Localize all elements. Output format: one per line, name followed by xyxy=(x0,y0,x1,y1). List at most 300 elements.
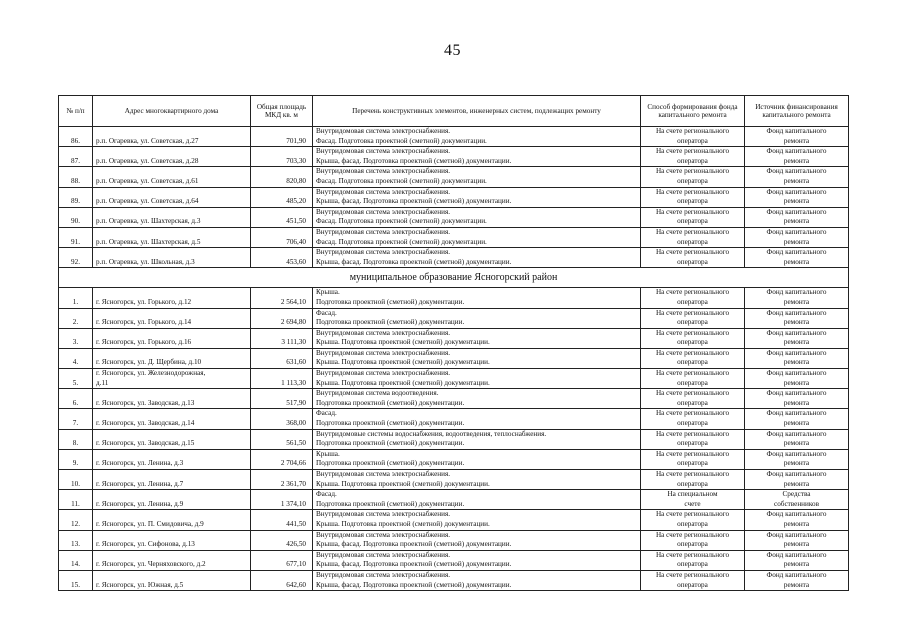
cell-line: оператора xyxy=(677,419,708,428)
cell-line: ремонта xyxy=(783,419,810,428)
cell-line: На счете регионального xyxy=(655,470,730,478)
row-works xyxy=(313,127,641,147)
row-works xyxy=(313,348,641,368)
row-works xyxy=(313,227,641,247)
cell-line: Фонд капитального xyxy=(766,127,827,135)
row-area: 368,00 xyxy=(251,409,313,429)
row-works xyxy=(313,147,641,167)
row-fund-method xyxy=(641,187,745,207)
row-fund-method xyxy=(641,308,745,328)
row-funding-source xyxy=(745,167,849,187)
row-address: р.п. Огаревка, ул. Шахтерская, д.5 xyxy=(93,227,251,247)
table-row xyxy=(59,348,849,368)
cell-line: счете xyxy=(684,499,701,508)
row-area: 631,60 xyxy=(251,348,313,368)
row-number: 6. xyxy=(59,389,93,409)
cell-line: Фонд капитального xyxy=(766,328,827,337)
row-fund-method xyxy=(641,147,745,167)
cell-line: ремонта xyxy=(783,197,810,206)
cell-line: Фасад. Подготовка проектной (сметной) документации. xyxy=(316,237,487,246)
row-works xyxy=(313,167,641,187)
cell-line: Внутридомовая система электроснабжения. xyxy=(316,227,451,236)
row-fund-method xyxy=(641,530,745,550)
row-area: 1 374,10 xyxy=(251,490,313,510)
row-address: г. Ясногорск, ул. Ленина, д.7 xyxy=(93,470,251,490)
table-row xyxy=(59,147,849,167)
row-number: 4. xyxy=(59,348,93,368)
cell-line: Подготовка проектной (сметной) документации. xyxy=(316,419,465,428)
cell-line: Крыша. Подготовка проектной (сметной) документации. xyxy=(316,378,490,387)
cell-line: ремонта xyxy=(783,439,810,448)
header-source: Источник финансирования капитального ремонта xyxy=(745,96,849,127)
row-funding-source xyxy=(745,550,849,570)
cell-line: Внутридомовая система электроснабжения. xyxy=(316,470,451,478)
cell-line: Фонд капитального xyxy=(766,550,827,559)
row-works xyxy=(313,248,641,268)
row-address: г. Ясногорск, ул. Горького, д.16 xyxy=(93,328,251,348)
cell-line: оператора xyxy=(677,519,708,528)
cell-line: Внутридомовая система электроснабжения. xyxy=(316,570,451,579)
cell-line: оператора xyxy=(677,358,708,367)
row-works xyxy=(313,429,641,449)
row-area: 2 564,10 xyxy=(251,288,313,308)
cell-line: Подготовка проектной (сметной) документации. xyxy=(316,439,465,448)
cell-line: оператора xyxy=(677,439,708,448)
table-row xyxy=(59,308,849,328)
row-works xyxy=(313,530,641,550)
row-area: 2 704,66 xyxy=(251,449,313,469)
row-works xyxy=(313,389,641,409)
row-number: 2. xyxy=(59,308,93,328)
cell-line: Фонд капитального xyxy=(766,389,827,398)
row-funding-source xyxy=(745,369,849,389)
cell-line: Внутридомовая система электроснабжения. xyxy=(316,207,451,216)
row-funding-source xyxy=(745,570,849,590)
cell-line: ремонта xyxy=(783,459,810,468)
row-funding-source xyxy=(745,348,849,368)
cell-line: оператора xyxy=(677,479,708,488)
cell-line: Подготовка проектной (сметной) документации. xyxy=(316,459,465,468)
cell-line: Крыша, фасад. Подготовка проектной (сметной) документации. xyxy=(316,197,512,206)
row-area: 561,50 xyxy=(251,429,313,449)
cell-line: Фонд капитального xyxy=(766,348,827,357)
row-address: г. Ясногорск, ул. Ленина, д.3 xyxy=(93,449,251,469)
cell-line: Фонд капитального xyxy=(766,470,827,478)
cell-line: На счете регионального xyxy=(655,510,730,519)
row-funding-source xyxy=(745,308,849,328)
row-fund-method xyxy=(641,449,745,469)
cell-line: оператора xyxy=(677,338,708,347)
row-works xyxy=(313,570,641,590)
row-area: 1 113,30 xyxy=(251,369,313,389)
row-address: г. Ясногорск, ул. Заводская, д.15 xyxy=(93,429,251,449)
row-fund-method xyxy=(641,328,745,348)
row-fund-method xyxy=(641,167,745,187)
row-address: г. Ясногорск, ул. Южная, д.5 xyxy=(93,570,251,590)
cell-line: оператора xyxy=(677,197,708,206)
row-fund-method xyxy=(641,227,745,247)
cell-line: оператора xyxy=(677,217,708,226)
table-row xyxy=(59,227,849,247)
row-funding-source xyxy=(745,389,849,409)
table-row xyxy=(59,449,849,469)
cell-line: Фонд капитального xyxy=(766,449,827,458)
cell-line: На счете регионального xyxy=(655,127,730,135)
table-row xyxy=(59,470,849,490)
cell-line: ремонта xyxy=(783,378,810,387)
table-row xyxy=(59,510,849,530)
row-address: р.п. Огаревка, ул. Советская, д.61 xyxy=(93,167,251,187)
row-number: 15. xyxy=(59,570,93,590)
cell-line: На счете регионального xyxy=(655,227,730,236)
row-number: 8. xyxy=(59,429,93,449)
table-row xyxy=(59,167,849,187)
table-row xyxy=(59,409,849,429)
cell-line: На счете регионального xyxy=(655,409,730,418)
row-number: 1. xyxy=(59,288,93,308)
cell-line: На счете регионального xyxy=(655,429,730,438)
cell-line: ремонта xyxy=(783,560,810,569)
cell-line: Крыша, фасад. Подготовка проектной (сметной) документации. xyxy=(316,156,512,165)
row-address: р.п. Огаревка, ул. Советская, д.28 xyxy=(93,147,251,167)
row-area: 706,40 xyxy=(251,227,313,247)
cell-line: Фасад. xyxy=(316,308,337,317)
row-funding-source xyxy=(745,328,849,348)
row-works xyxy=(313,308,641,328)
row-number: 14. xyxy=(59,550,93,570)
cell-line: оператора xyxy=(677,540,708,549)
cell-line: оператора xyxy=(677,156,708,165)
cell-line: ремонта xyxy=(783,580,810,589)
cell-line: На счете регионального xyxy=(655,308,730,317)
cell-line: Фасад. Подготовка проектной (сметной) документации. xyxy=(316,217,487,226)
row-fund-method xyxy=(641,207,745,227)
repair-registry-table xyxy=(58,95,849,591)
row-fund-method xyxy=(641,510,745,530)
header-num: № п/п xyxy=(59,96,93,127)
cell-line: Фонд капитального xyxy=(766,248,827,257)
row-area: 2 361,70 xyxy=(251,470,313,490)
row-funding-source xyxy=(745,470,849,490)
cell-line: ремонта xyxy=(783,358,810,367)
row-works xyxy=(313,328,641,348)
cell-line: Крыша. xyxy=(316,288,340,297)
cell-line: На счете регионального xyxy=(655,348,730,357)
cell-line: На счете регионального xyxy=(655,449,730,458)
cell-line: На счете регионального xyxy=(655,328,730,337)
row-address: р.п. Огаревка, ул. Шахтерская, д.3 xyxy=(93,207,251,227)
row-address: г. Ясногорск, ул. Ленина, д.9 xyxy=(93,490,251,510)
row-address: г. Ясногорск, ул. П. Смидовича, д.9 xyxy=(93,510,251,530)
cell-line: Фонд капитального xyxy=(766,288,827,297)
cell-line: ремонта xyxy=(783,540,810,549)
page-number: 45 xyxy=(444,42,461,59)
row-number: 88. xyxy=(59,167,93,187)
cell-line: Внутридомовая система электроснабжения. xyxy=(316,369,451,378)
cell-line: оператора xyxy=(677,136,708,145)
row-fund-method xyxy=(641,470,745,490)
table-row xyxy=(59,570,849,590)
table-row xyxy=(59,530,849,550)
cell-line: Подготовка проектной (сметной) документации. xyxy=(316,398,465,407)
header-method: Способ формирования фонда капитального ремонта xyxy=(641,96,745,127)
header-area: Общая площадь МКД кв. м xyxy=(251,96,313,127)
cell-line: ремонта xyxy=(783,237,810,246)
row-area: 517,90 xyxy=(251,389,313,409)
row-area: 2 694,80 xyxy=(251,308,313,328)
cell-line: собственников xyxy=(774,499,819,508)
cell-line: Внутридомовая система водоотведения. xyxy=(316,389,439,398)
row-area: 485,20 xyxy=(251,187,313,207)
cell-line: ремонта xyxy=(783,136,810,145)
cell-line: Внутридомовая система электроснабжения. xyxy=(316,127,451,135)
cell-line: ремонта xyxy=(783,479,810,488)
cell-line: Подготовка проектной (сметной) документации. xyxy=(316,318,465,327)
cell-line: ремонта xyxy=(783,217,810,226)
section-row xyxy=(59,268,849,288)
row-fund-method xyxy=(641,288,745,308)
table-row xyxy=(59,127,849,147)
row-fund-method xyxy=(641,127,745,147)
cell-line: оператора xyxy=(677,237,708,246)
cell-line: Фонд капитального xyxy=(766,147,827,156)
cell-line: На счете регионального xyxy=(655,187,730,196)
cell-line: оператора xyxy=(677,580,708,589)
row-funding-source xyxy=(745,127,849,147)
row-fund-method xyxy=(641,570,745,590)
row-funding-source xyxy=(745,288,849,308)
cell-line: Крыша. Подготовка проектной (сметной) документации. xyxy=(316,358,490,367)
cell-line: ремонта xyxy=(783,176,810,185)
cell-line: Фонд капитального xyxy=(766,227,827,236)
header-address: Адрес многоквартирного дома xyxy=(93,96,251,127)
cell-line: Фасад. xyxy=(316,490,337,499)
cell-line: Фонд капитального xyxy=(766,409,827,418)
row-funding-source xyxy=(745,530,849,550)
row-area: 677,10 xyxy=(251,550,313,570)
row-number: 89. xyxy=(59,187,93,207)
row-number: 86. xyxy=(59,127,93,147)
row-address: г. Ясногорск, ул. Заводская, д.14 xyxy=(93,409,251,429)
cell-line: Фонд капитального xyxy=(766,429,827,438)
cell-line: оператора xyxy=(677,257,708,266)
row-works xyxy=(313,449,641,469)
row-number: 11. xyxy=(59,490,93,510)
row-funding-source xyxy=(745,429,849,449)
header-works: Перечень конструктивных элементов, инженерных систем, подлежащих ремонту xyxy=(313,96,641,127)
table-row xyxy=(59,369,849,389)
cell-line: Подготовка проектной (сметной) документации. xyxy=(316,499,465,508)
row-area: 426,50 xyxy=(251,530,313,550)
cell-line: Внутридомовая система электроснабжения. xyxy=(316,530,451,539)
cell-line: Крыша. Подготовка проектной (сметной) документации. xyxy=(316,479,490,488)
row-number: 90. xyxy=(59,207,93,227)
row-area: 642,60 xyxy=(251,570,313,590)
row-funding-source xyxy=(745,449,849,469)
row-fund-method xyxy=(641,348,745,368)
row-fund-method xyxy=(641,248,745,268)
row-area: 703,30 xyxy=(251,147,313,167)
table-row xyxy=(59,248,849,268)
table-body-ogarevka xyxy=(59,127,849,268)
row-address: г. Ясногорск, ул. Д. Щербина, д.10 xyxy=(93,348,251,368)
row-address: г. Ясногорск, ул. Горького, д.12 xyxy=(93,288,251,308)
cell-line: Внутридомовая система электроснабжения. xyxy=(316,147,451,156)
row-works xyxy=(313,470,641,490)
cell-line: Крыша, фасад. Подготовка проектной (сметной) документации. xyxy=(316,540,512,549)
row-number: 13. xyxy=(59,530,93,550)
row-works xyxy=(313,187,641,207)
row-number: 10. xyxy=(59,470,93,490)
cell-line: На специальном xyxy=(667,490,718,499)
cell-line: На счете регионального xyxy=(655,288,730,297)
row-number: 5. xyxy=(59,369,93,389)
cell-line: д.11 xyxy=(96,378,109,387)
row-number: 9. xyxy=(59,449,93,469)
cell-line: На счете регионального xyxy=(655,570,730,579)
row-area: 441,50 xyxy=(251,510,313,530)
cell-line: оператора xyxy=(677,176,708,185)
row-address: г. Ясногорск, ул. Сифонова, д.13 xyxy=(93,530,251,550)
row-fund-method xyxy=(641,409,745,429)
table-row xyxy=(59,328,849,348)
row-works xyxy=(313,207,641,227)
row-fund-method xyxy=(641,389,745,409)
cell-line: ремонта xyxy=(783,519,810,528)
cell-line: Фасад. Подготовка проектной (сметной) документации. xyxy=(316,176,487,185)
cell-line: На счете регионального xyxy=(655,389,730,398)
cell-line: ремонта xyxy=(783,297,810,306)
cell-line: Крыша, фасад. Подготовка проектной (сметной) документации. xyxy=(316,560,512,569)
cell-line: На счете регионального xyxy=(655,550,730,559)
row-works xyxy=(313,490,641,510)
cell-line: Внутридомовая система электроснабжения. xyxy=(316,248,451,257)
row-fund-method xyxy=(641,429,745,449)
row-address: г. Ясногорск, ул. Горького, д.14 xyxy=(93,308,251,328)
row-address: г. Ясногорск, ул. Заводская, д.13 xyxy=(93,389,251,409)
row-number: 3. xyxy=(59,328,93,348)
row-area: 820,80 xyxy=(251,167,313,187)
table-row xyxy=(59,389,849,409)
table-row xyxy=(59,187,849,207)
table-header-row xyxy=(59,96,849,127)
row-area: 453,60 xyxy=(251,248,313,268)
row-number: 12. xyxy=(59,510,93,530)
cell-line: Крыша. Подготовка проектной (сметной) документации. xyxy=(316,519,490,528)
cell-line: Фонд капитального xyxy=(766,510,827,519)
row-number: 7. xyxy=(59,409,93,429)
cell-line: оператора xyxy=(677,398,708,407)
row-funding-source xyxy=(745,510,849,530)
cell-line: Внутридомовая система электроснабжения. xyxy=(316,187,451,196)
table-row xyxy=(59,429,849,449)
cell-line: Средства xyxy=(782,490,811,499)
row-address: р.п. Огаревка, ул. Советская, д.64 xyxy=(93,187,251,207)
row-number: 87. xyxy=(59,147,93,167)
row-works xyxy=(313,550,641,570)
row-address xyxy=(93,369,251,389)
cell-line: Крыша, фасад. Подготовка проектной (сметной) документации. xyxy=(316,257,512,266)
row-funding-source xyxy=(745,227,849,247)
cell-line: На счете регионального xyxy=(655,167,730,176)
cell-line: Подготовка проектной (сметной) документации. xyxy=(316,297,465,306)
cell-line: Фонд капитального xyxy=(766,207,827,216)
row-funding-source xyxy=(745,490,849,510)
cell-line: г. Ясногорск, ул. Железнодорожная, xyxy=(96,369,206,378)
row-area: 3 111,30 xyxy=(251,328,313,348)
cell-line: На счете регионального xyxy=(655,147,730,156)
row-number: 91. xyxy=(59,227,93,247)
cell-line: Фонд капитального xyxy=(766,369,827,378)
cell-line: Внутридомовая система электроснабжения. xyxy=(316,550,451,559)
cell-line: Фонд капитального xyxy=(766,570,827,579)
cell-line: оператора xyxy=(677,318,708,327)
cell-line: ремонта xyxy=(783,257,810,266)
row-funding-source xyxy=(745,147,849,167)
cell-line: оператора xyxy=(677,297,708,306)
cell-line: На счете регионального xyxy=(655,248,730,257)
row-works xyxy=(313,510,641,530)
cell-line: Внутридомовая система электроснабжения. xyxy=(316,510,451,519)
cell-line: оператора xyxy=(677,378,708,387)
table-row xyxy=(59,550,849,570)
row-fund-method xyxy=(641,369,745,389)
cell-line: Внутридомовая система электроснабжения. xyxy=(316,348,451,357)
cell-line: Фасад. Подготовка проектной (сметной) документации. xyxy=(316,136,487,145)
cell-line: Крыша. xyxy=(316,449,340,458)
row-address: р.п. Огаревка, ул. Советская, д.27 xyxy=(93,127,251,147)
row-funding-source xyxy=(745,409,849,429)
cell-line: Внутридомовые системы водоснабжения, водоотведения, теплоснабжения. xyxy=(316,429,547,438)
row-funding-source xyxy=(745,207,849,227)
table-row xyxy=(59,207,849,227)
cell-line: ремонта xyxy=(783,156,810,165)
cell-line: Внутридомовая система электроснабжения. xyxy=(316,328,451,337)
cell-line: Фонд капитального xyxy=(766,167,827,176)
row-area: 701,90 xyxy=(251,127,313,147)
cell-line: Крыша, фасад. Подготовка проектной (сметной) документации. xyxy=(316,580,512,589)
cell-line: Фонд капитального xyxy=(766,308,827,317)
cell-line: ремонта xyxy=(783,318,810,327)
row-number: 92. xyxy=(59,248,93,268)
row-fund-method xyxy=(641,550,745,570)
row-funding-source xyxy=(745,248,849,268)
cell-line: На счете регионального xyxy=(655,207,730,216)
cell-line: Внутридомовая система электроснабжения. xyxy=(316,167,451,176)
cell-line: Фонд капитального xyxy=(766,530,827,539)
row-works xyxy=(313,288,641,308)
cell-line: На счете регионального xyxy=(655,369,730,378)
table-row xyxy=(59,490,849,510)
cell-line: ремонта xyxy=(783,338,810,347)
cell-line: оператора xyxy=(677,459,708,468)
row-fund-method xyxy=(641,490,745,510)
row-works xyxy=(313,369,641,389)
row-area: 451,50 xyxy=(251,207,313,227)
cell-line: На счете регионального xyxy=(655,530,730,539)
table-body-yasnogorsk xyxy=(59,288,849,591)
cell-line: Фасад. xyxy=(316,409,337,418)
cell-line: Крыша. Подготовка проектной (сметной) документации. xyxy=(316,338,490,347)
row-address: р.п. Огаревка, ул. Школьная, д.3 xyxy=(93,248,251,268)
row-works xyxy=(313,409,641,429)
cell-line: ремонта xyxy=(783,398,810,407)
row-address: г. Ясногорск, ул. Черняховского, д.2 xyxy=(93,550,251,570)
table-row xyxy=(59,288,849,308)
section-title: муниципальное образование Ясногорский район xyxy=(59,268,849,288)
cell-line: Фонд капитального xyxy=(766,187,827,196)
cell-line: оператора xyxy=(677,560,708,569)
